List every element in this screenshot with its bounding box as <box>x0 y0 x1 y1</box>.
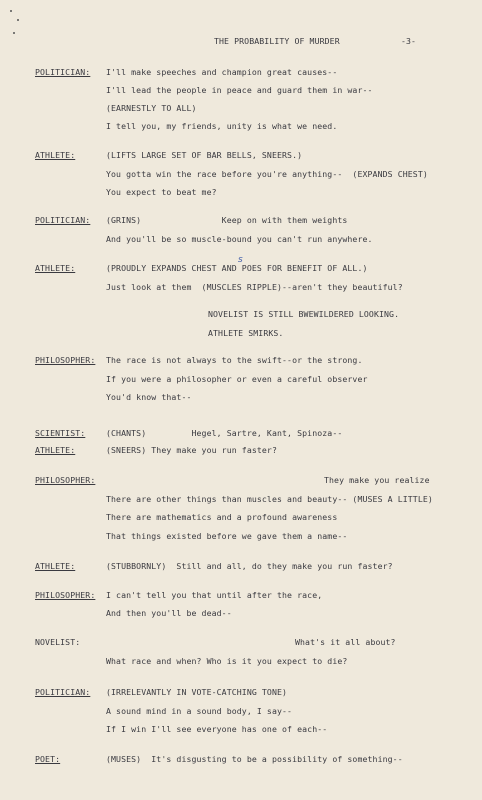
speaker-label: SCIENTIST: <box>35 428 86 438</box>
dialogue-line: If you were a philosopher or even a careful observer <box>106 374 368 384</box>
speaker-label: PHILOSOPHER: <box>35 355 96 365</box>
dialogue-line: What race and when? Who is it you expect to die? <box>106 656 348 666</box>
dialogue-line: I'll lead the people in peace and guard them in war-- <box>106 85 373 95</box>
speaker-label: POET: <box>35 754 61 764</box>
dialogue-line: A sound mind in a sound body, I say-- <box>106 706 293 716</box>
dialogue-line: That things existed before we gave them a name-- <box>106 531 348 541</box>
speaker-label: ATHLETE: <box>35 150 76 160</box>
dialogue-line: I can't tell you that until after the race, <box>106 590 323 600</box>
page-title: THE PROBABILITY OF MURDER <box>214 36 340 46</box>
speaker-label: POLITICIAN: <box>35 215 91 225</box>
speaker-label: PHILOSOPHER: <box>35 475 96 485</box>
dialogue-line: Just look at them (MUSCLES RIPPLE)--aren't they beautiful? <box>106 282 403 292</box>
page-number: -3- <box>401 36 417 46</box>
dialogue-line: They make you realize <box>324 475 430 485</box>
speaker-label: ATHLETE: <box>35 263 76 273</box>
dialogue-line: (GRINS) Keep on with them weights <box>106 215 348 225</box>
handwritten-correction: s <box>238 255 243 265</box>
speaker-label: PHILOSOPHER: <box>35 590 96 600</box>
dialogue-line: I tell you, my friends, unity is what we need. <box>106 121 338 131</box>
speaker-label: POLITICIAN: <box>35 67 91 77</box>
speaker-label: ATHLETE: <box>35 561 76 571</box>
stage-direction: (EARNESTLY TO ALL) <box>106 103 197 113</box>
dialogue-line: (CHANTS) Hegel, Sartre, Kant, Spinoza-- <box>106 428 343 438</box>
dialogue-line: What's it all about? <box>295 637 396 647</box>
dialogue-line: And then you'll be dead-- <box>106 608 232 618</box>
dialogue-line: The race is not always to the swift--or the strong. <box>106 355 363 365</box>
dialogue-line: There are mathematics and a profound awareness <box>106 512 338 522</box>
speaker-label: POLITICIAN: <box>35 687 91 697</box>
paper-speck <box>17 19 19 21</box>
dialogue-line: If I win I'll see everyone has one of each-- <box>106 724 328 734</box>
paper-speck <box>13 32 15 34</box>
speaker-label: ATHLETE: <box>35 445 76 455</box>
dialogue-line: (STUBBORNLY) Still and all, do they make you run faster? <box>106 561 393 571</box>
dialogue-line: You gotta win the race before you're anything-- (EXPANDS CHEST) <box>106 169 428 179</box>
dialogue-line: I'll make speeches and champion great causes-- <box>106 67 338 77</box>
paper-speck <box>10 10 12 12</box>
dialogue-line: And you'll be so muscle-bound you can't run anywhere. <box>106 234 373 244</box>
dialogue-line: (MUSES) It's disgusting to be a possibility of something-- <box>106 754 403 764</box>
stage-direction: ATHLETE SMIRKS. <box>208 328 284 338</box>
stage-direction: NOVELIST IS STILL BWEWILDERED LOOKING. <box>208 309 400 319</box>
dialogue-line: (SNEERS) They make you run faster? <box>106 445 277 455</box>
stage-direction: (LIFTS LARGE SET OF BAR BELLS, SNEERS.) <box>106 150 303 160</box>
speaker-label: NOVELIST: <box>35 637 81 647</box>
stage-direction: (IRRELEVANTLY IN VOTE-CATCHING TONE) <box>106 687 288 697</box>
dialogue-line: There are other things than muscles and beauty-- (MUSES A LITTLE) <box>106 494 433 504</box>
stage-direction: (PROUDLY EXPANDS CHEST AND POES FOR BENEFIT OF ALL.) <box>106 263 368 273</box>
dialogue-line: You expect to beat me? <box>106 187 217 197</box>
dialogue-line: You'd know that-- <box>106 392 192 402</box>
